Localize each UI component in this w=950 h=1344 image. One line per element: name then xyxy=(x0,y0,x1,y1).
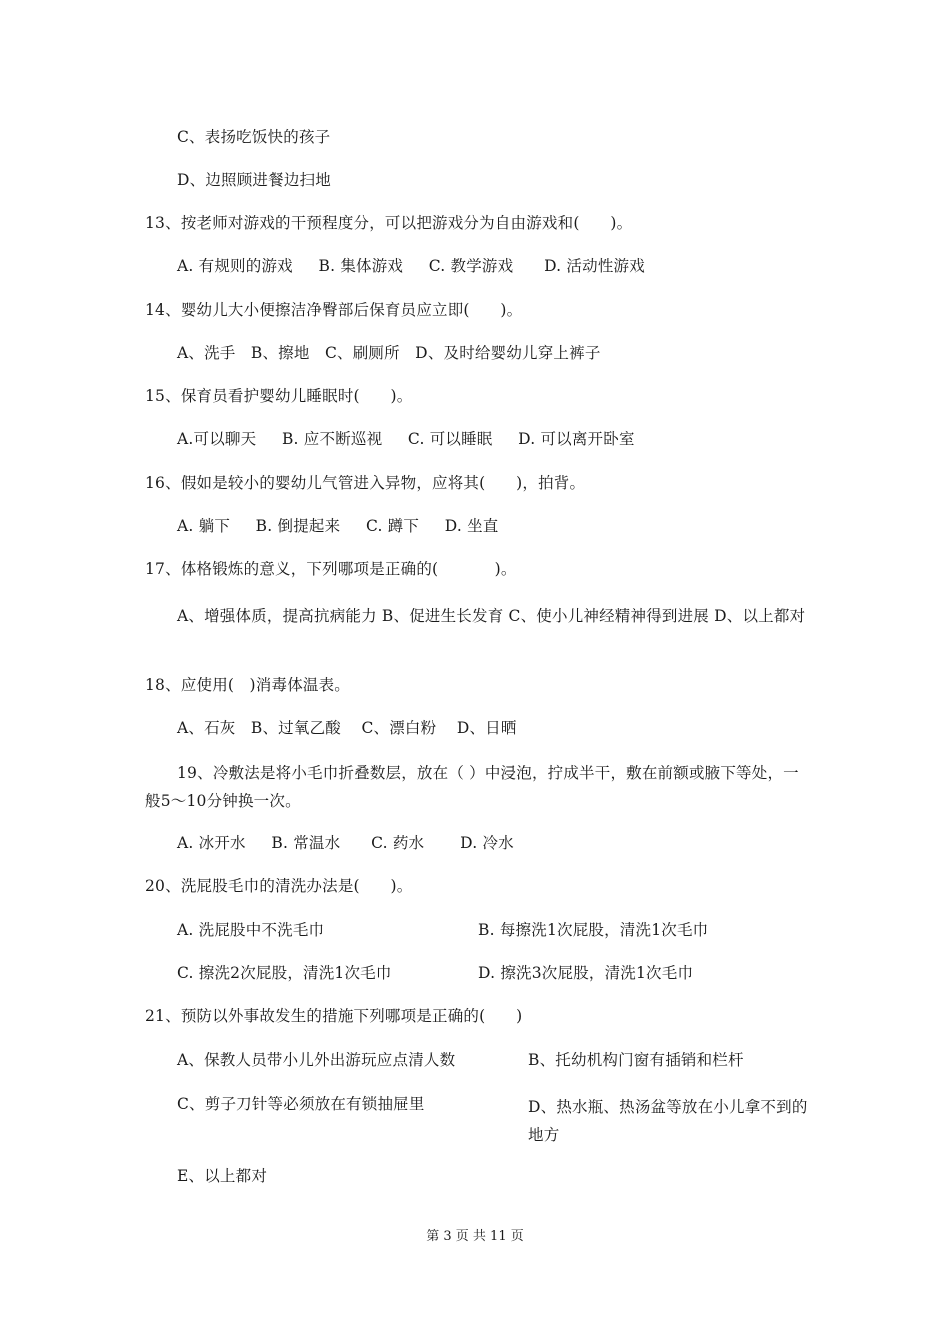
question-14: 14、婴幼儿大小便擦洁净臀部后保育员应立即( )。 xyxy=(145,301,523,319)
q21-option-d: D、热水瓶、热汤盆等放在小儿拿不到的地方 xyxy=(528,1098,808,1144)
q18-options: A、石灰 B、过氧乙酸 C、漂白粉 D、日晒 xyxy=(177,719,517,737)
q20-option-d: D. 擦洗3次屁股，清洗1次毛巾 xyxy=(478,964,694,982)
q21-option-c: C、剪子刀针等必须放在有锁抽屉里 xyxy=(177,1095,425,1113)
question-21: 21、预防以外事故发生的措施下列哪项是正确的( ) xyxy=(145,1007,523,1025)
q15-options: A.可以聊天 B. 应不断巡视 C. 可以睡眠 D. 可以离开卧室 xyxy=(177,430,635,448)
question-18: 18、应使用( )消毒体温表。 xyxy=(145,676,350,694)
q19-options: A. 冰开水 B. 常温水 C. 药水 D. 冷水 xyxy=(177,834,514,852)
question-16: 16、假如是较小的婴幼儿气管进入异物，应将其( )，拍背。 xyxy=(145,474,586,492)
question-19: 19、冷敷法是将小毛巾折叠数层，放在（ ）中浸泡，拧成半干，敷在前额或腋下等处，一般5～10分钟换一次。 xyxy=(145,764,799,810)
q14-options: A、洗手 B、擦地 C、刷厕所 D、及时给婴幼儿穿上裤子 xyxy=(177,344,601,362)
question-13: 13、按老师对游戏的干预程度分，可以把游戏分为自由游戏和( )。 xyxy=(145,214,633,232)
q21-option-b: B、托幼机构门窗有插销和栏杆 xyxy=(528,1051,744,1069)
q21-option-e: E、以上都对 xyxy=(177,1167,268,1185)
q12-option-d: D、边照顾进餐边扫地 xyxy=(177,171,331,189)
question-17: 17、体格锻炼的意义，下列哪项是正确的( )。 xyxy=(145,560,517,578)
q16-options: A. 躺下 B. 倒提起来 C. 蹲下 D. 坐直 xyxy=(177,517,499,535)
question-20: 20、洗屁股毛巾的清洗办法是( )。 xyxy=(145,877,413,895)
q17-options: A、增强体质，提高抗病能力 B、促进生长发育 C、使小儿神经精神得到进展 D、以上都对 xyxy=(177,607,806,625)
q12-option-c: C、表扬吃饭快的孩子 xyxy=(177,128,331,146)
q21-option-a: A、保教人员带小儿外出游玩应点清人数 xyxy=(177,1051,456,1069)
q20-option-a: A. 洗屁股中不洗毛巾 xyxy=(177,921,325,939)
q20-option-b: B. 每擦洗1次屁股，清洗1次毛巾 xyxy=(478,921,709,939)
page-number-footer: 第 3 页 共 11 页 xyxy=(426,1229,524,1244)
q20-option-c: C. 擦洗2次屁股，清洗1次毛巾 xyxy=(177,964,392,982)
question-15: 15、保育员看护婴幼儿睡眠时( )。 xyxy=(145,387,413,405)
q13-options: A. 有规则的游戏 B. 集体游戏 C. 教学游戏 D. 活动性游戏 xyxy=(177,257,645,275)
